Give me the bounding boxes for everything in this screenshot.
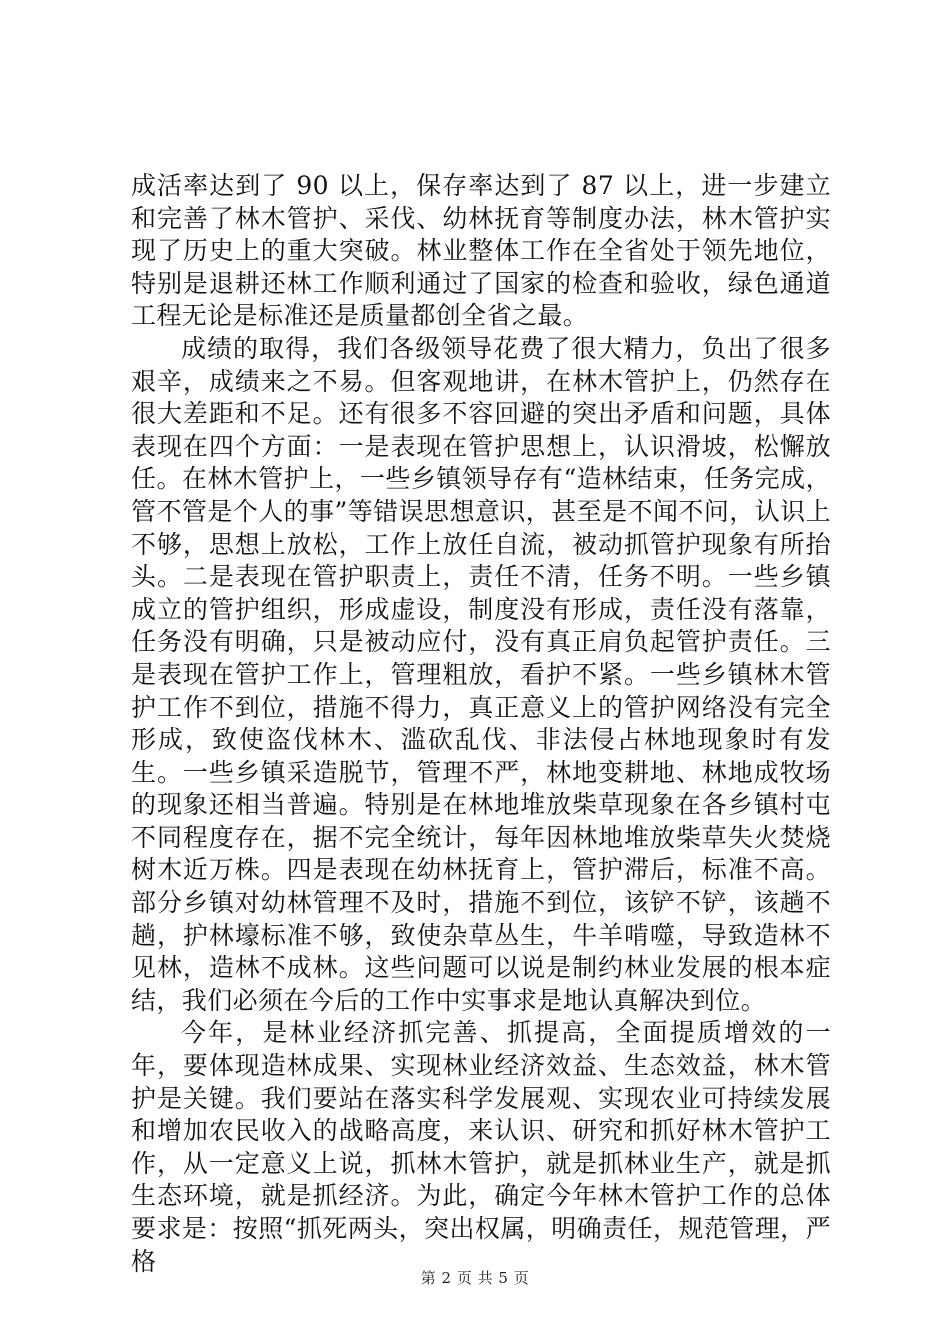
- paragraph-1: 成活率达到了 90 以上，保存率达到了 87 以上，进一步建立和完善了林木管护、采伐、幼林抚育等制度办法，林木管护实现了历史上的重大突破。林业整体工作在全省处于领先地位，特别是退耕还林工作顺利通过了国家的检查和验收，绿色通道工程无论是标准还是质量都创全省之最。: [131, 171, 831, 331]
- paragraph-3: 今年，是林业经济抓完善、抓提高，全面提质增效的一年，要体现造林成果、实现林业经济效益、生态效益，林木管护是关键。我们要站在落实科学发展观、实现农业可持续发展和增加农民收入的战略高度，来认识、研究和抓好林木管护工作，从一定意义上说，抓林木管护，就是抓林业生产，就是抓生态环境，就是抓经济。为此，确定今年林木管护工作的总体要求是：按照“抓死两头，突出权属，明确责任，规范管理，严格: [131, 1018, 831, 1276]
- page-footer: 第 2 页 共 5 页: [420, 1269, 530, 1287]
- document-body: [131, 170, 831, 1278]
- paragraph-2: 成绩的取得，我们各级领导花费了很大精力，负出了很多艰辛，成绩来之不易。但客观地讲，在林木管护上，仍然存在很大差距和不足。还有很多不容回避的突出矛盾和问题，具体表现在四个方面：一是表现在管护思想上，认识滑坡，松懈放任。在林木管护上，一些乡镇领导存有“造林结束，任务完成，管不管是个人的事”等错误思想意识，甚至是不闻不问，认识上不够，思想上放松，工作上放任自流，被动抓管护现象有所抬头。二是表现在管护职责上，责任不清，任务不明。一些乡镇成立的管护组织，形成虚设，制度没有形成，责任没有落靠，任务没有明确，只是被动应付，没有真正肩负起管护责任。三是表现在管护工作上，管理粗放，看护不紧。一些乡镇林木管护工作不到位，措施不得力，真正意义上的管护网络没有完全形成，致使盗伐林木、滥砍乱伐、非法侵占林地现象时有发生。一些乡镇采造脱节，管理不严，林地变耕地、林地成牧场的现象还相当普遍。特别是在林地堆放柴草现象在各乡镇村屯不同程度存在，据不完全统计，每年因林地堆放柴草失火焚烧树木近万株。四是表现在幼林抚育上，管护滞后，标准不高。部分乡镇对幼林管理不及时，措施不到位，该铲不铲，该趟不趟，护林壕标准不够，致使杂草丛生，牛羊啃噬，导致造林不见林，造林不成林。这些问题可以说是制约林业发展的根本症结，我们必须在今后的工作中实事求是地认真解决到位。: [131, 333, 831, 1015]
